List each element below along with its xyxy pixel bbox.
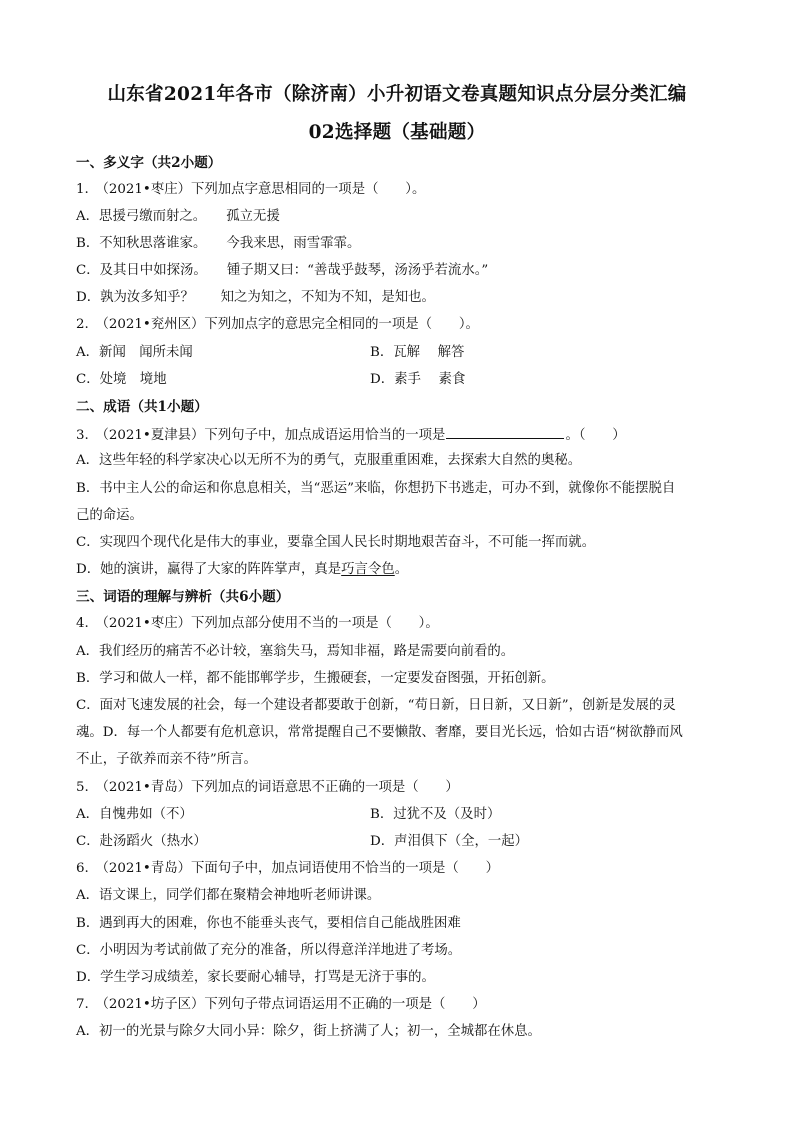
doc-title-line1: 山东省2021年各市（除济南）小升初语文卷真题知识点分层分类汇编	[107, 84, 687, 105]
section-heading-2: 二、成语（共1小题）	[76, 399, 208, 415]
q4-option-c-line3: 不止，子欲养而亲不待”所言。	[76, 752, 257, 767]
q3-stem-tail: 。（ ）	[565, 428, 626, 443]
q3-option-d-text: D．她的演讲，赢得了大家的阵阵掌声，真是	[76, 562, 342, 577]
q4-option-c-line1: C．面对飞速发展的社会，每一个建设者都要敢于创新，“苟日新，日日新，又日新”，创新是发展的灵	[76, 698, 676, 713]
q5-option-a: A．自愧弗如（不）	[76, 807, 193, 822]
q2-stem: 2. （2021•兖州区）下列加点字的意思完全相同的一项是（ ）。	[76, 317, 479, 332]
q4-option-a: A．我们经历的痛苦不必计较，塞翁失马，焉知非福，路是需要向前看的。	[76, 644, 515, 659]
q3-option-c: C．实现四个现代化是伟大的事业，要靠全国人民长时期地艰苦奋斗，不可能一挥而就。	[76, 535, 596, 550]
q6-option-d: D．学生学习成绩差，家长要耐心辅导，打骂是无济于事的。	[76, 970, 435, 985]
q7-option-a: A．初一的光景与除夕大同小异：除夕，街上挤满了人；初一，全城都在休息。	[76, 1024, 541, 1039]
q5-option-c: C．赴汤蹈火（热水）	[76, 834, 207, 849]
q3-option-d-end: 。	[394, 562, 409, 577]
q1-option-a: A．思援弓缴而射之。 孤立无援	[76, 209, 280, 224]
q2-option-d: D．素手 素食	[370, 372, 466, 387]
answer-blank	[446, 425, 564, 439]
q6-option-a: A．语文课上，同学们都在聚精会神地听老师讲课。	[76, 888, 381, 903]
q4-option-c-line2: 魂。D．每一个人都要有危机意识，常常提醒自己不要懒散、奢靡，要目光长远，恰如古语“树欲静而风	[76, 725, 683, 740]
q5-option-b: B．过犹不及（及时）	[370, 807, 501, 822]
q1-option-d: D．孰为汝多知乎？ 知之为知之，不知为不知，是知也。	[76, 290, 435, 305]
q1-option-c: C．及其日中如探汤。 锺子期又曰：“善哉乎鼓琴，汤汤乎若流水。”	[76, 263, 489, 278]
section-heading-3: 三、词语的理解与辨析（共6小题）	[76, 589, 290, 605]
q5-stem: 5. （2021•青岛）下列加点的词语意思不正确的一项是（ ）	[76, 780, 459, 795]
q3-stem-text: 3. （2021•夏津县）下列句子中，加点成语运用恰当的一项是	[76, 428, 446, 443]
q3-option-b-line2: 己的命运。	[76, 508, 143, 523]
section-heading-1: 一、多义字（共2小题）	[76, 155, 222, 171]
q6-stem: 6. （2021•青岛）下面句子中，加点词语使用不恰当的一项是（ ）	[76, 861, 499, 876]
doc-title-line2: 02选择题（基础题）	[308, 122, 486, 143]
q3-option-b-line1: B．书中主人公的命运和你息息相关，当“恶运”来临，你想扔下书逃走，可办不到，就像你不能摆脱自	[76, 481, 676, 496]
q2-option-c: C．处境 境地	[76, 372, 167, 387]
q2-option-b: B．瓦解 解答	[370, 345, 465, 360]
q4-option-b: B．学习和做人一样，都不能邯郸学步，生搬硬套，一定要发奋图强，开拓创新。	[76, 671, 555, 686]
q3-option-a: A．这些年轻的科学家决心以无所不为的勇气，克服重重困难，去探索大自然的奥秘。	[76, 453, 582, 468]
q6-option-b: B．遇到再大的困难，你也不能垂头丧气，要相信自己能战胜困难	[76, 916, 461, 931]
q7-stem: 7. （2021•坊子区）下列句子带点词语运用不正确的一项是（ ）	[76, 997, 486, 1012]
q2-option-a: A．新闻 闻所未闻	[76, 345, 193, 360]
q1-stem: 1. （2021•枣庄）下列加点字意思相同的一项是（ ）。	[76, 182, 426, 197]
underlined-idiom: 巧言令色	[341, 562, 395, 577]
q4-stem: 4. （2021•枣庄）下列加点部分使用不当的一项是（ ）。	[76, 616, 439, 631]
q3-stem	[76, 425, 626, 445]
q5-option-d: D．声泪俱下（全，一起）	[370, 834, 529, 849]
q1-option-b: B．不知秋思落谁家。 今我来思，雨雪霏霏。	[76, 236, 361, 251]
q3-option-d	[76, 561, 408, 579]
q6-option-c: C．小明因为考试前做了充分的准备，所以得意洋洋地进了考场。	[76, 943, 462, 958]
